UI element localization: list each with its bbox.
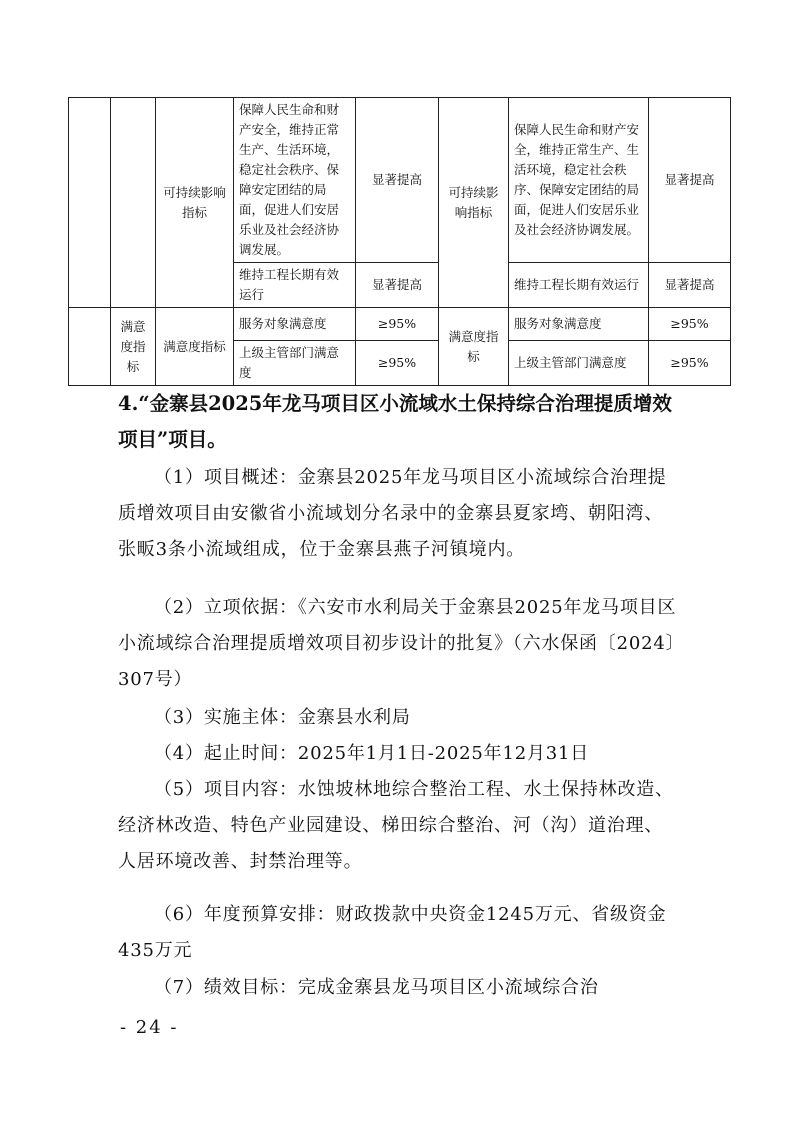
table-cell-blank [69,308,111,386]
satisfaction-level1: 满意度指标 [111,308,156,386]
sat-item-right: 上级主管部门满意度 [509,341,649,386]
sat-item-right: 服务对象满意度 [509,308,649,341]
paragraph-implementer: （3）实施主体：金寨县水利局 [154,707,411,728]
satisfaction-level2-left: 满意度指标 [156,308,234,386]
sustain-value-right: 显著提高 [649,98,731,263]
sustain-value-left: 显著提高 [356,263,439,308]
satisfaction-level2-right: 满意度指标 [439,308,509,386]
performance-table [68,97,731,386]
sat-item-left: 服务对象满意度 [234,308,356,341]
sustain-category-right: 可持续影响指标 [439,98,509,308]
table-row [69,98,731,263]
sustain-item-right: 维持工程长期有效运行 [509,263,649,308]
sustain-value-right: 显著提高 [649,263,731,308]
sustain-item-left: 保障人民生命和财产安全，维持正常生产、生活环境，稳定社会秩序、保障安定团结的局面，促进人们安居乐业及社会经济协调发展。 [234,98,356,263]
paragraph-overview: （1）项目概述：金寨县2025年龙马项目区小流域综合治理提质增效项目由安徽省小流域划分名录中的金寨县夏家塆、朝阳湾、张畈3条小流域组成，位于金寨县燕子河镇境内。 [118,467,667,560]
section-heading: 4.“金寨县2025年龙马项目区小流域水土保持综合治理提质增效项目”项目。 [118,392,672,451]
paragraph-content: （5）项目内容：水蚀坡林地综合整治工程、水土保持林改造、经济林改造、特色产业园建设、梯田综合整治、河（沟）道治理、人居环境改善、封禁治理等。 [118,779,674,872]
sustain-item-right: 保障人民生命和财产安全，维持正常生产、生活环境，稳定社会秩序、保障安定团结的局面，促进人们安居乐业及社会经济协调发展。 [509,98,649,263]
table-row [69,308,731,341]
sat-value-left: ≥95% [356,308,439,341]
sat-value-left: ≥95% [356,341,439,386]
paragraph-goal: （7）绩效目标：完成金寨县龙马项目区小流域综合治 [154,977,599,998]
sat-item-left: 上级主管部门满意度 [234,341,356,386]
sustain-item-left: 维持工程长期有效运行 [234,263,356,308]
paragraph-budget: （6）年度预算安排：财政拨款中央资金1245万元、省级资金435万元 [118,904,667,961]
page-number: - 24 - [120,1017,179,1038]
sustain-category-left: 可持续影响指标 [156,98,234,308]
table-cell-blank [111,98,156,308]
paragraph-basis: （2）立项依据：《六安市水利局关于金寨县2025年龙马项目区小流域综合治理提质增效项目初步设计的批复》（六水保函〔2024〕307号） [118,597,677,690]
sat-value-right: ≥95% [649,341,731,386]
sat-value-right: ≥95% [649,308,731,341]
table-cell-blank [69,98,111,308]
sustain-value-left: 显著提高 [356,98,439,263]
paragraph-period: （4）起止时间：2025年1月1日-2025年12月31日 [154,743,590,764]
